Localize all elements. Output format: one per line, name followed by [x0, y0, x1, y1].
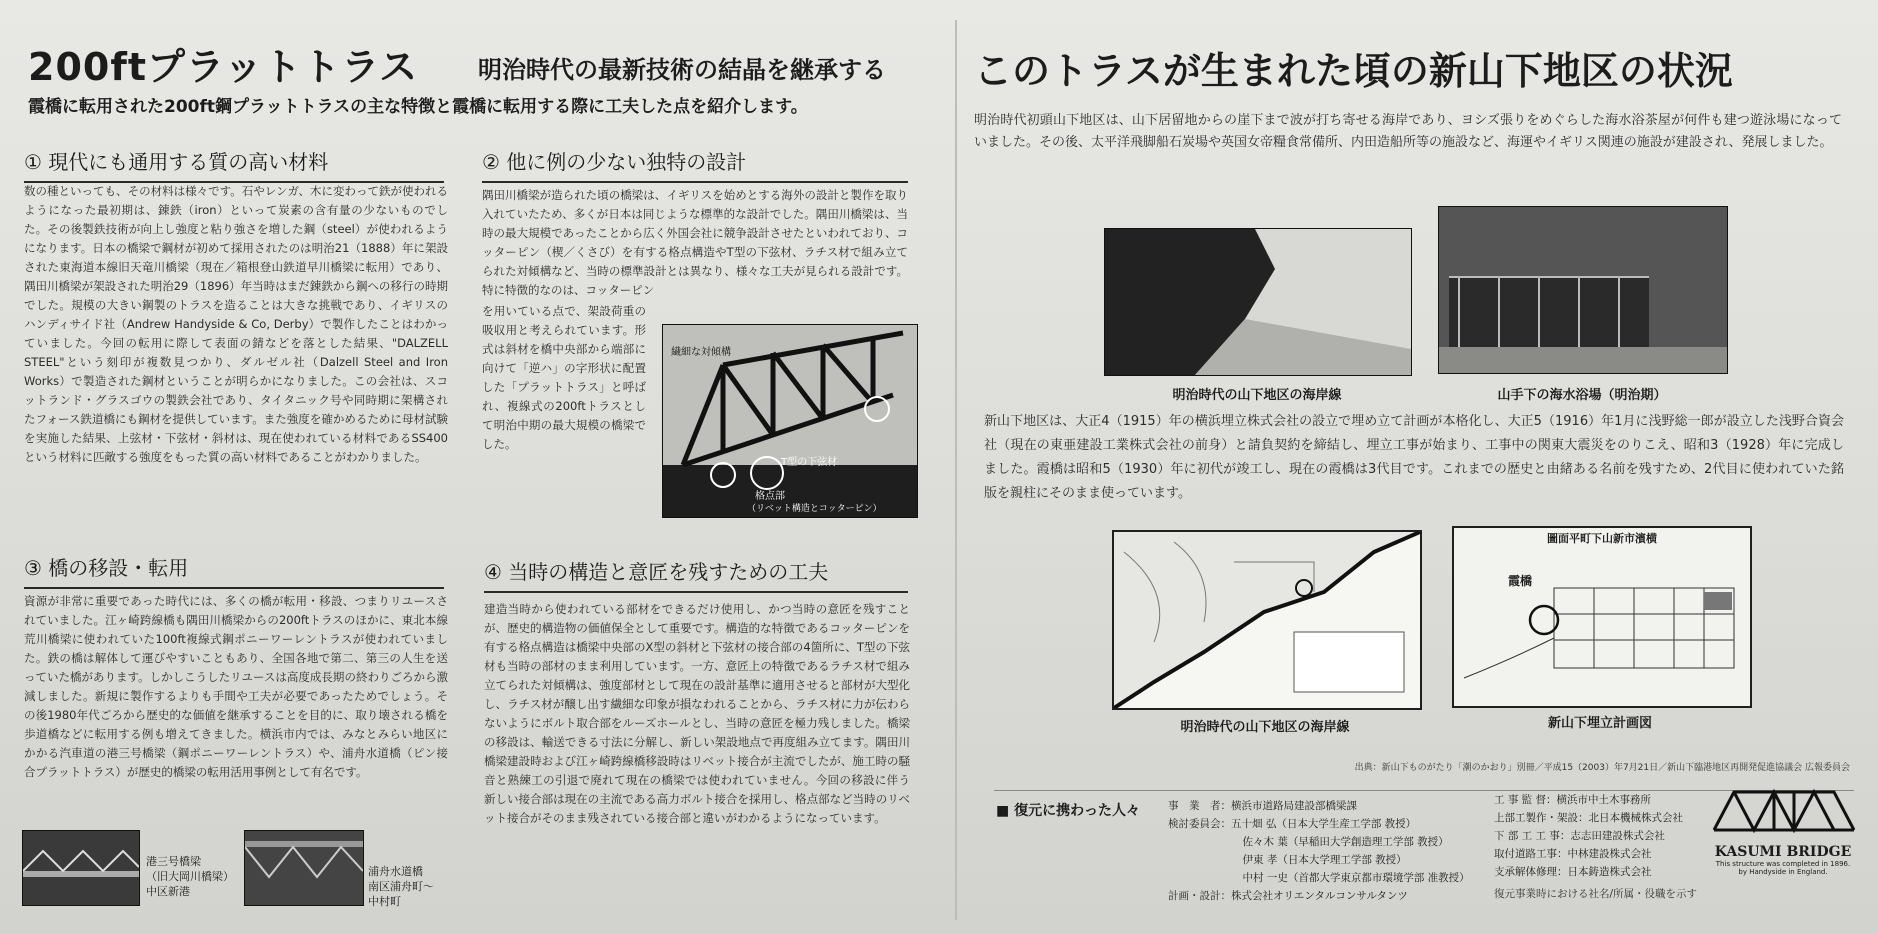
urafune-bridge-photo — [244, 830, 364, 906]
meiji-coast-photo — [1104, 228, 1412, 376]
truss-label-lower-chord: T型の下弦材 — [781, 457, 838, 468]
section-2-heading: ② 他に例の少ない独特の設計 — [482, 146, 908, 183]
minato-bridge-photo — [22, 830, 140, 906]
section-1-text: 数の種といっても、その材料は様々です。石やレンガ、木に変わって鉄が使われるようになった最初期は、錬鉄（iron）といって炭素の含有量の少ないものでした。その後製鉄技術が向上し強度と粘り強さを増した鋼（steel）が使われるようになります。日本の橋梁で鋼材が初めて採用されたのは明治21（1888）年に架設された東海道本線旧天竜川橋梁（現在／箱根登山鉄道早川橋梁に転用）であり、隅田川橋梁が架設された明治29（1896）年当時はまだ錬鉄から鋼への移行の時期でした。規模の大きい鋼製のトラスを造ることは大きな挑戦であり、イギリスのハンディサイド社（Andrew Handyside & Co, Derby）で製作したことはわかっていました。今回の転用に際して表面の錆などを落とした結果、"DALZELL STEEL"という刻印が複数見つかり、ダルゼル社（Dalzell Steel and Iron Works）で製造された鋼材ということが明らかになりました。この会社は、スコットランド・グラスゴウの製鉄会社であり、タイタニック号や同時期に架構されたフォース鉄道橋にも鋼材を提供しています。また強度を確かめるために母材試験を実施した結果、上弦材・下弦材・斜材は、現在使われている材料であるSS400という材料に匹敵する強度をもった質の高い材料であることがわかりました。 — [24, 184, 448, 464]
bridge-photo-1 — [23, 831, 139, 905]
coastline-photo — [1105, 229, 1411, 375]
bridge-photo-2 — [245, 831, 363, 905]
credit-row-1: 事 業 者：横浜市道路局建設部橋梁課 — [1168, 800, 1357, 812]
meiji-coast-map-caption: 明治時代の山下地区の海岸線 — [1180, 720, 1350, 735]
reclamation-map-caption: 新山下埋立計画図 — [1547, 716, 1652, 731]
credit-row-6: 計画・設計：株式会社オリエンタルコンサルタンツ — [1168, 890, 1408, 902]
logo-sub-2: by Handyside in England. — [1738, 868, 1828, 876]
section-1-heading: ① 現代にも通用する質の高い材料 — [24, 146, 444, 183]
meiji-coast-caption: 明治時代の山下地区の海岸線 — [1172, 388, 1342, 403]
kasumi-bridge-marker-label: 霞橋 — [1508, 574, 1533, 588]
minato-bridge-caption: 港三号橋梁 （旧大岡川橋梁） 中区新港 — [146, 855, 234, 898]
bathing-photo — [1438, 206, 1728, 374]
logo-sub-1: This structure was completed in 1896. — [1715, 860, 1851, 868]
section-3-heading: ③ 橋の移設・転用 — [24, 552, 444, 589]
truss-label-bracing: 繊細な対傾構 — [671, 347, 731, 358]
coast-map-drawing — [1114, 532, 1420, 708]
logo-title: KASUMI BRIDGE — [1714, 844, 1852, 860]
right-middle-text: 新山下地区は、大正4（1915）年の横浜埋立株式会社の設立で埋め立て計画が本格化し、大正5（1916）年1月に浅野総一郎が設立した浅野合資会社（現在の東亜建設工業株式会社の前身）と請負契約を締結し、埋立工事が始まり、工事中の関東大震災をのりこえ、昭和3（1928）年に完成しました。霞橋は昭和5（1930）年に初代が竣工し、現在の霞橋は3代目です。これまでの歴史と由緒ある名前を残すため、2代目に使われていた銘版を親柱にそのまま使っています。 — [984, 414, 1844, 501]
plan-map-drawing — [1454, 528, 1750, 706]
kasumi-bridge-logo — [1708, 780, 1858, 876]
source-note: 出典：新山下ものがたり「潮のかおり」別冊／平成15（2003）年7月21日／新山下臨港地区再開発促進協議会 広報委員会 — [1354, 763, 1850, 773]
truss-label-joint-detail: （リベット構造とコッターピン） — [747, 504, 882, 514]
truss-logo-icon — [1708, 780, 1858, 840]
bathing-caption: 山手下の海水浴場（明治期） — [1497, 388, 1667, 403]
credit-right-2: 上部工製作・架設：北日本機械株式会社 — [1494, 812, 1683, 824]
credit-row-2: 検討委員会：五十畑 弘（日本大学生産工学部 教授） — [1168, 818, 1417, 830]
credits-note: 復元事業時における社名/所属・役職を示す — [1494, 888, 1698, 900]
main-title: 200ftプラットトラス — [28, 45, 419, 89]
section-3-text: 資源が非常に重要であった時代には、多くの橋が転用・移設、つまりリユースされていました。江ヶ崎跨線橋も隅田川橋梁からの200ftトラスのほかに、東北本線荒川橋梁に使われていた100ft複線式鋼ポニーワーレントラスが使われていました。鉄の橋は解体して運びやすいこともあり、全国各地で第二、第三の人生を送っていた橋があります。しかしこうしたリユースは高度成長期の終わりごろから激減しました。新規に製作するよりも手間や工夫が必要であったためでしょう。その後1980年代ごろから歴史的な価値を継承することを目的に、取り壊される橋を歩道橋などに転用する例も増えてきました。横浜市内では、みなとみらい地区にかかる汽車道の港三号橋梁（鋼ポニーワーレントラス）や、浦舟水道橋（ピン接合プラットトラス）が歴史的橋梁の転用活用事例として有名です。 — [24, 594, 448, 779]
credit-row-4: 伊東 孝（日本大学理工学部 教授） — [1232, 854, 1407, 866]
bathing-house-photo — [1439, 207, 1727, 373]
credits-heading: ■ 復元に携わった人々 — [996, 803, 1140, 819]
reclamation-map-title: 圖面平町下山新市濱横 — [1547, 532, 1657, 545]
urafune-bridge-caption: 浦舟水道橋 南区浦舟町～ 中村町 — [368, 865, 434, 908]
section-4-heading: ④ 当時の構造と意匠を残すための工夫 — [484, 556, 908, 593]
reclamation-plan-map — [1452, 526, 1752, 708]
credit-right-1: 工 事 監 督：横浜市中土木事務所 — [1494, 794, 1652, 806]
panel-divider — [955, 20, 957, 920]
right-intro-text: 明治時代初頭山下地区は、山下居留地からの崖下まで波が打ち寄せる海岸であり、ヨシズ張りをめぐらした海水浴茶屋が何件も建つ遊泳場になっていました。その後、太平洋飛脚船石炭場や英国女帝糧食常備所、内田造船所等の施設など、海運やイギリス関連の施設が建設され、発展しました。 — [974, 113, 1842, 150]
credit-row-3: 佐々木 葉（早稲田大学創造理工学部 教授） — [1232, 836, 1449, 848]
right-title: このトラスが生まれた頃の新山下地区の状況 — [974, 49, 1733, 93]
truss-photo — [662, 324, 918, 518]
credit-right-5: 支承解体修理：日本鋳造株式会社 — [1494, 866, 1652, 878]
section-2-text-side: を用いている点で、架設荷重の吸収用と考えられています。形式は斜材を橋中央部から端部に向けて「逆ハ」の字形状に配置した「プラットトラス」と呼ばれ、複線式の200ftトラスとして明治中期の最大規模の橋梁でした。 — [482, 304, 646, 451]
section-2-text-top: 隅田川橋梁が造られた頃の橋梁は、イギリスを始めとする海外の設計と製作を取り入れていたため、多くが日本は同じような標準的な設計でした。隅田川橋梁は、当時の最大規模であったことから広く外国会社に競争設計させたといわれており、コッターピン（楔／くさび）を有する格点構造やT型の下弦材、ラチス材で組み立てられた対傾構など、当時の標準設計とは異なり、様々な工夫が見られる設計です。特に特徴的なのは、コッターピン — [482, 188, 908, 297]
credit-right-4: 取付道路工事：中林建設株式会社 — [1494, 848, 1652, 860]
credit-right-3: 下 部 工 工 事：志志田建設株式会社 — [1494, 830, 1665, 842]
main-subtitle: 明治時代の最新技術の結晶を継承する — [478, 56, 886, 84]
credit-row-5: 中村 一史（首都大学東京都市環境学部 准教授） — [1232, 872, 1470, 884]
lead-text: 霞橋に転用された200ft鋼プラットトラスの主な特徴と霞橋に転用する際に工夫した点を紹介します。 — [28, 97, 808, 117]
meiji-coast-map — [1112, 530, 1422, 710]
section-4-text: 建造当時から使われている部材をできるだけ使用し、かつ当時の意匠を残すことが、歴史的構造物の価値保全として重要です。構造的な特徴であるコッターピンを有する格点構造は橋梁中央部のX型の斜材と下弦材の接合部の4箇所に、T型の下弦材も当時の部材のまま利用しています。一方、意匠上の特徴であるラチス材で組み立てられた対傾構は、強度部材として現在の設計基準に適用させると部材が大型化し、ラチス材が醸し出す繊細な印象が損なわれることから、ラチス材に力が伝わらないようにボルト取合部をルーズホールとし、当時の意匠を極力残しました。橋梁の移設は、輸送できる寸法に分解し、新しい架設地点で再度組み立てます。隅田川橋梁建設時および江ヶ崎跨線橋移設時はリベット接合が主流でしたが、施工時の騒音と熟練工の引退で廃れて現在の橋梁では使われていません。今回の移設に伴う新しい接合部は現在の主流である高力ボルト接合を採用し、格点部など当時のリベット接合がそのまま残されている接合部と違いがわかるようになっています。 — [484, 602, 910, 825]
truss-label-joint: 格点部 — [755, 491, 785, 502]
